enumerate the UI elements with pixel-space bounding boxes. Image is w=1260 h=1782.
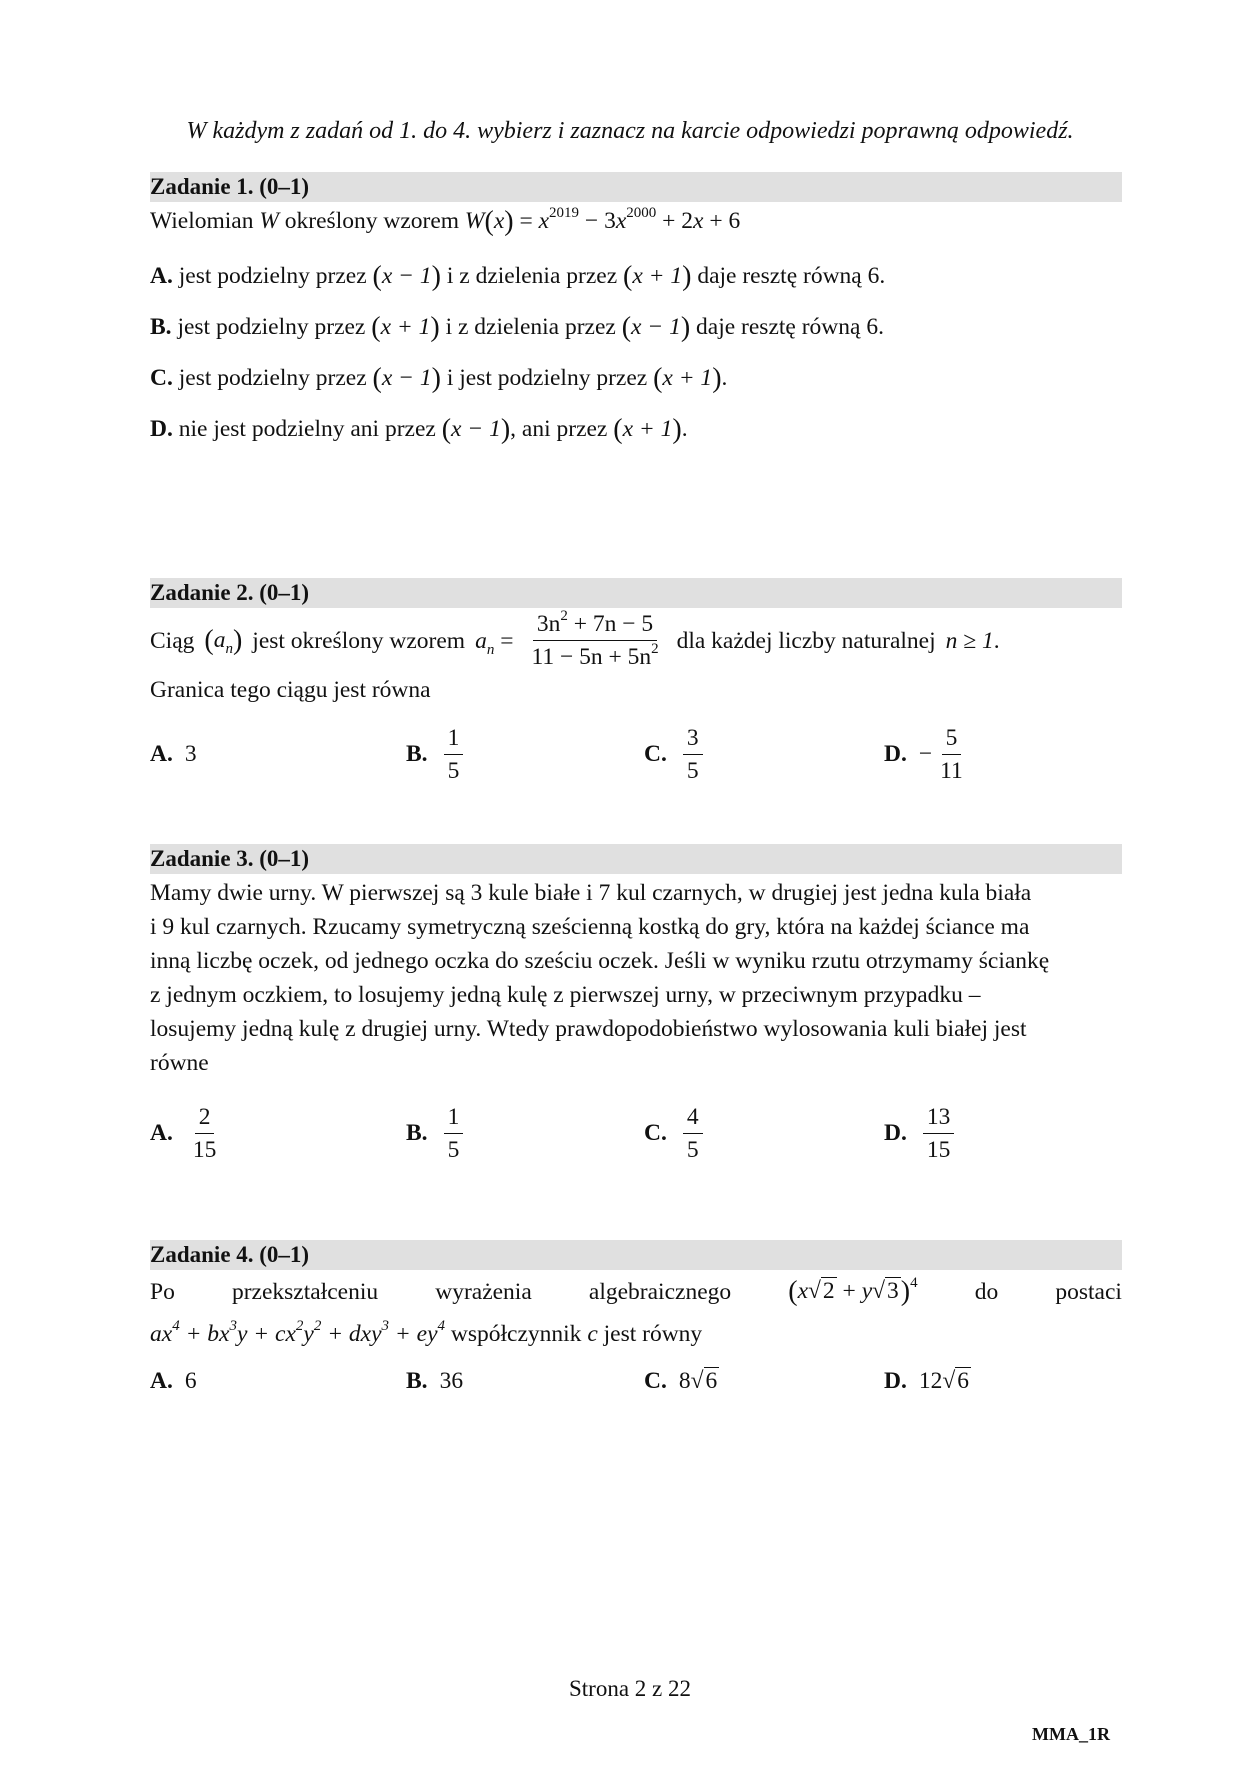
- task-3-option-b[interactable]: B. $\frac{1}{5}$: [406, 1098, 467, 1168]
- task-2-option-b[interactable]: B. $\frac{1}{5}$: [406, 719, 467, 789]
- task-1-option-c[interactable]: C. jest podzielny przez (x − 1) i jest podzielny przez (x + 1).: [150, 363, 728, 394]
- page-number: Strona 2 z 22: [568, 1676, 691, 1701]
- task-3-option-a[interactable]: A. $\frac{2}{15}$: [150, 1103, 217, 1163]
- task-2-option-d[interactable]: D. − $\frac{5}{11}$: [884, 724, 963, 784]
- task-4-option-d[interactable]: D. 12 √6: [884, 1368, 970, 1394]
- task-4-options: [150, 1353, 1122, 1409]
- task-2-stem: Ciąg $(a_n)$ jest określony wzorem $a_n$ = $\frac{3n^2 + 7n - 5}{11 - 5n + 5n^2}$ dla każdej liczby naturalnej n ≥ 1.: [150, 608, 1000, 670]
- task-1: [150, 172, 1122, 447]
- task-4-option-b[interactable]: B. 36: [406, 1368, 464, 1394]
- task-3-option-c[interactable]: C. $\frac{4}{5}$: [644, 1098, 707, 1168]
- exam-code: MMA_1R: [1032, 1724, 1110, 1744]
- task-3-header: Zadanie 3. (0–1): [150, 844, 1122, 874]
- task-2-options: [150, 719, 1122, 789]
- instruction-text: W każdym z zadań od 1. do 4. wybierz i zaznacz na karcie odpowiedzi poprawną odpowiedź.: [186, 118, 1074, 144]
- task-2-option-c[interactable]: C. $\frac{3}{5}$: [644, 719, 707, 789]
- task-4-header: Zadanie 4. (0–1): [150, 1240, 1122, 1270]
- task-1-option-b[interactable]: B. jest podzielny przez (x + 1) i z dzielenia przez (x − 1) daje resztę równą 6.: [150, 312, 884, 343]
- task-4-stem: Po przekształceniu wyrażenia algebraicznego $(x√2 + y√3)^4$ do postaci: [150, 1275, 1122, 1307]
- task-3: [150, 844, 1122, 1168]
- formula-fraction: $\frac{3n^2 + 7n - 5}{11 - 5n + 5n^2}$: [531, 608, 659, 670]
- task-4-stem-line2: $ax^4 + bx^3y + cx^2y^2 + dxy^3 + ey^4$ współczynnik c jest równy: [150, 1318, 703, 1347]
- task-4-option-a[interactable]: A. 6: [150, 1368, 197, 1394]
- task-1-option-d[interactable]: D. nie jest podzielny ani przez (x − 1), ani przez (x + 1).: [150, 414, 688, 445]
- task-2: [150, 578, 1122, 789]
- task-2-header: Zadanie 2. (0–1): [150, 578, 1122, 608]
- task-4-option-c[interactable]: C. 8 √6: [644, 1368, 718, 1394]
- task-1-option-a[interactable]: A. jest podzielny przez (x − 1) i z dzielenia przez (x + 1) daje resztę równą 6.: [150, 261, 886, 292]
- task-2-stem-line2: Granica tego ciągu jest równa: [150, 677, 431, 703]
- polynomial-form: $ax^4 + bx^3y + cx^2y^2 + dxy^3 + ey^4$: [150, 1318, 446, 1347]
- task-3-options: [150, 1098, 1122, 1168]
- task-2-option-a[interactable]: A. 3: [150, 741, 197, 767]
- task-3-option-d[interactable]: D. $\frac{13}{15}$: [884, 1098, 958, 1168]
- algebraic-expression: $(x√2 + y√3)^4$: [788, 1275, 918, 1307]
- task-1-stem: Wielomian W określony wzorem $W(x) = x^{2019} - 3x^{2000} + 2x + 6$: [150, 205, 741, 237]
- task-1-header: Zadanie 1. (0–1): [150, 172, 1122, 202]
- task-3-stem: Mamy dwie urny. W pierwszej są 3 kule białe i 7 kul czarnych, w drugiej jest jedna kula biała i 9 kul czarnych. Rzucamy symetryczną sześcienną kostką do gry, która na każdej ściance ma inną liczbę oczek, od jednego oczka do sześciu oczek. Jeśli w wyniku rzutu otrzymamy ściankę z jednym oczkiem, to losujemy jedną kulę z pierwszej urny, w przeciwnym przypadku – losujemy jedną kulę z drugiej urny. Wtedy prawdopodobieństwo wylosowania kuli białej jest równe: [150, 880, 1050, 1076]
- task-4: [150, 1240, 1122, 1409]
